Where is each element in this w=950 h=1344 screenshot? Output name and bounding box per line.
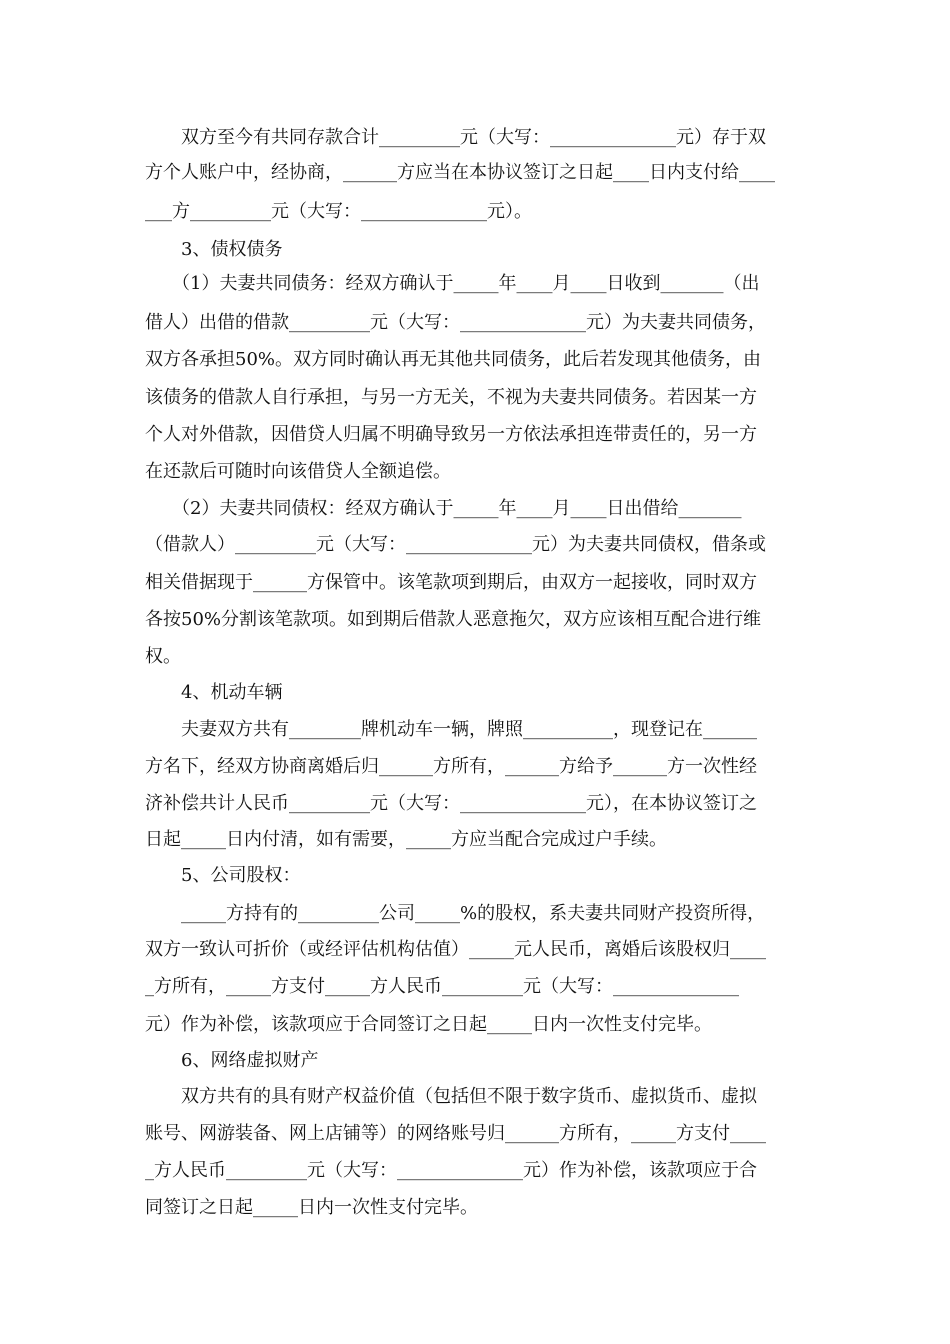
paragraph-line: 个人对外借款，因借贷人归属不明确导致另一方依法承担连带责任的，另一方 (145, 424, 757, 445)
paragraph-line: 权。 (145, 646, 181, 667)
paragraph-line: （2）夫妻共同债权：经双方确认于_____年____月____日出借给_______ (145, 498, 742, 519)
paragraph-line: 济补偿共计人民币_________元（大写：______________元），在本协议签订之 (145, 793, 757, 814)
section-heading: 6、网络虚拟财产 (145, 1050, 319, 1071)
paragraph-line: 在还款后可随时向该借贷人全额追偿。 (145, 461, 451, 482)
paragraph-line: 双方共有的具有财产权益价值（包括但不限于数字货币、虚拟货币、虚拟 (145, 1086, 757, 1107)
paragraph-line: 各按50%分割该笔款项。如到期后借款人恶意拖欠，双方应该相互配合进行维 (145, 609, 762, 630)
paragraph-line: 日起_____日内付清，如有需要，_____方应当配合完成过户手续。 (145, 829, 667, 850)
section-heading: 3、债权债务 (145, 239, 283, 260)
paragraph-line: _方人民币_________元（大写：______________元）作为补偿，该款项应于合 (145, 1160, 757, 1181)
paragraph-line: 双方一致认可折价（或经评估机构估值）_____元人民币，离婚后该股权归____ (145, 939, 766, 960)
paragraph-line: ___方_________元（大写：______________元）。 (145, 201, 532, 222)
paragraph-line: 借人）出借的借款_________元（大写：______________元）为夫妻共同债务， (145, 312, 766, 333)
paragraph-line: 同签订之日起_____日内一次性支付完毕。 (145, 1197, 478, 1218)
paragraph-line: _____方持有的_________公司_____%的股权，系夫妻共同财产投资所得， (145, 903, 766, 924)
paragraph-line: 元）作为补偿，该款项应于合同签订之日起_____日内一次性支付完毕。 (145, 1014, 712, 1035)
paragraph-line: 双方至今有共同存款合计_________元（大写：______________元）存于双 (145, 127, 766, 148)
paragraph-line: （借款人）_________元（大写：______________元）为夫妻共同债权，借条或 (145, 534, 766, 555)
paragraph-line: 该债务的借款人自行承担，与另一方无关，不视为夫妻共同债务。若因某一方 (145, 387, 757, 408)
paragraph-line: 夫妻双方共有________牌机动车一辆，牌照__________，现登记在______ (145, 719, 757, 740)
paragraph-line: 方名下，经双方协商离婚后归______方所有，______方给予______方一次性经 (145, 756, 757, 777)
paragraph-line: （1）夫妻共同债务：经双方确认于_____年____月____日收到_______（出 (145, 273, 760, 294)
paragraph-line: 双方各承担50%。双方同时确认再无其他共同债务，此后若发现其他债务，由 (145, 349, 762, 370)
paragraph-line: 方个人账户中，经协商，______方应当在本协议签订之日起____日内支付给____ (145, 162, 775, 183)
paragraph-line: 相关借据现于______方保管中。该笔款项到期后，由双方一起接收，同时双方 (145, 572, 757, 593)
paragraph-line: 账号、网游装备、网上店铺等）的网络账号归______方所有，_____方支付____ (145, 1123, 766, 1144)
paragraph-line: _方所有，_____方支付_____方人民币_________元（大写：______________ (145, 976, 739, 997)
section-heading: 4、机动车辆 (145, 682, 283, 703)
section-heading: 5、公司股权： (145, 865, 301, 886)
